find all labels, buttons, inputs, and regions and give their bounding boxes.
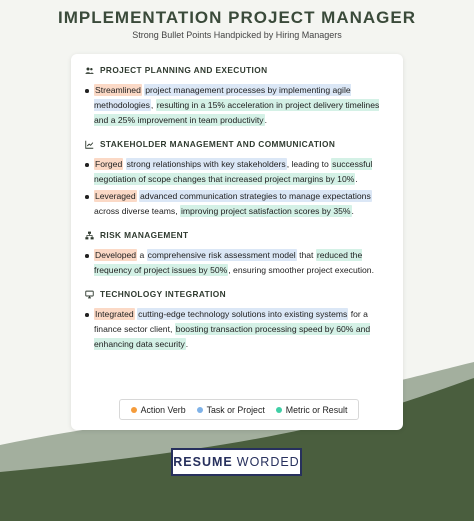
logo-bold-text: RESUME bbox=[173, 455, 233, 469]
bullet-point bbox=[85, 83, 389, 128]
highlight-task: cutting-edge technology solutions into existing systems bbox=[138, 309, 348, 319]
legend-dot-icon bbox=[197, 407, 203, 413]
section-title: STAKEHOLDER MANAGEMENT AND COMMUNICATION bbox=[100, 139, 336, 149]
bullet-text: for a finance sector client, bbox=[94, 309, 368, 334]
page-title: IMPLEMENTATION PROJECT MANAGER bbox=[57, 8, 417, 27]
resume-worded-logo[interactable] bbox=[171, 448, 302, 476]
line-chart-icon bbox=[85, 140, 94, 149]
legend-dot-icon bbox=[131, 407, 137, 413]
highlight-metric: improving project satisfaction scores by 35% bbox=[180, 206, 351, 216]
bullet-text: , ensuring smoother project execution. bbox=[228, 265, 374, 275]
bullet-text: . bbox=[351, 206, 354, 216]
bullet-text: . bbox=[264, 115, 267, 125]
highlight-action: Leveraged bbox=[95, 191, 136, 201]
highlight-task: project management processes by implementing agile methodologies bbox=[94, 85, 351, 110]
bullet-text: , leading to bbox=[286, 159, 332, 169]
highlight-metric: resulting in a 15% acceleration in project delivery timelines and a 25% improvement in team productivity bbox=[94, 100, 380, 125]
highlight-metric: reduced the frequency of project issues by 50% bbox=[94, 250, 363, 275]
network-icon bbox=[85, 231, 94, 240]
people-icon bbox=[85, 66, 94, 75]
bullet-text: across diverse teams, bbox=[94, 206, 180, 216]
section-title: TECHNOLOGY INTEGRATION bbox=[100, 289, 227, 299]
highlight-task: advanced communication strategies to manage expectations bbox=[140, 191, 371, 201]
bullet-text: . bbox=[355, 174, 358, 184]
section-heading bbox=[85, 230, 389, 240]
highlight-metric: boosting transaction processing speed by 60% and enhancing data security bbox=[94, 324, 371, 349]
section bbox=[85, 65, 389, 128]
highlight-legend bbox=[119, 399, 359, 420]
bullet-card bbox=[71, 54, 403, 430]
legend-item-task bbox=[197, 405, 265, 415]
bullet-text: that bbox=[296, 250, 316, 260]
section-heading bbox=[85, 65, 389, 75]
logo-regular-text: WORDED bbox=[236, 455, 300, 469]
highlight-action: Forged bbox=[95, 159, 123, 169]
highlight-task: comprehensive risk assessment model bbox=[147, 250, 296, 260]
legend-dot-icon bbox=[276, 407, 282, 413]
sections-container bbox=[85, 65, 389, 352]
bullet-point bbox=[85, 307, 389, 352]
highlight-task: strong relationships with key stakeholders bbox=[126, 159, 286, 169]
highlight-action: Streamlined bbox=[95, 85, 141, 95]
legend-label: Action Verb bbox=[140, 404, 186, 415]
bullet-point bbox=[85, 248, 389, 278]
bullet-point bbox=[85, 189, 389, 219]
section-title: PROJECT PLANNING AND EXECUTION bbox=[100, 65, 268, 75]
section-heading bbox=[85, 139, 389, 149]
legend-label: Task or Project bbox=[206, 404, 265, 415]
legend-label: Metric or Result bbox=[285, 404, 348, 415]
highlight-metric: successful negotiation of scope changes that increased project margins by 10% bbox=[94, 159, 373, 184]
section-title: RISK MANAGEMENT bbox=[100, 230, 189, 240]
legend-item-metric bbox=[276, 405, 348, 415]
section bbox=[85, 289, 389, 352]
bullet-point bbox=[85, 157, 389, 187]
page-subtitle: Strong Bullet Points Handpicked by Hiring Managers bbox=[132, 30, 342, 40]
highlight-action: Integrated bbox=[95, 309, 134, 319]
highlight-action: Developed bbox=[95, 250, 137, 260]
bullet-text: . bbox=[185, 339, 189, 349]
legend-item-action-verb bbox=[131, 405, 186, 415]
bullet-text: a bbox=[137, 250, 147, 260]
section bbox=[85, 139, 389, 219]
section bbox=[85, 230, 389, 278]
section-heading bbox=[85, 289, 389, 299]
monitor-icon bbox=[85, 290, 94, 299]
bullet-text: , bbox=[150, 100, 156, 110]
